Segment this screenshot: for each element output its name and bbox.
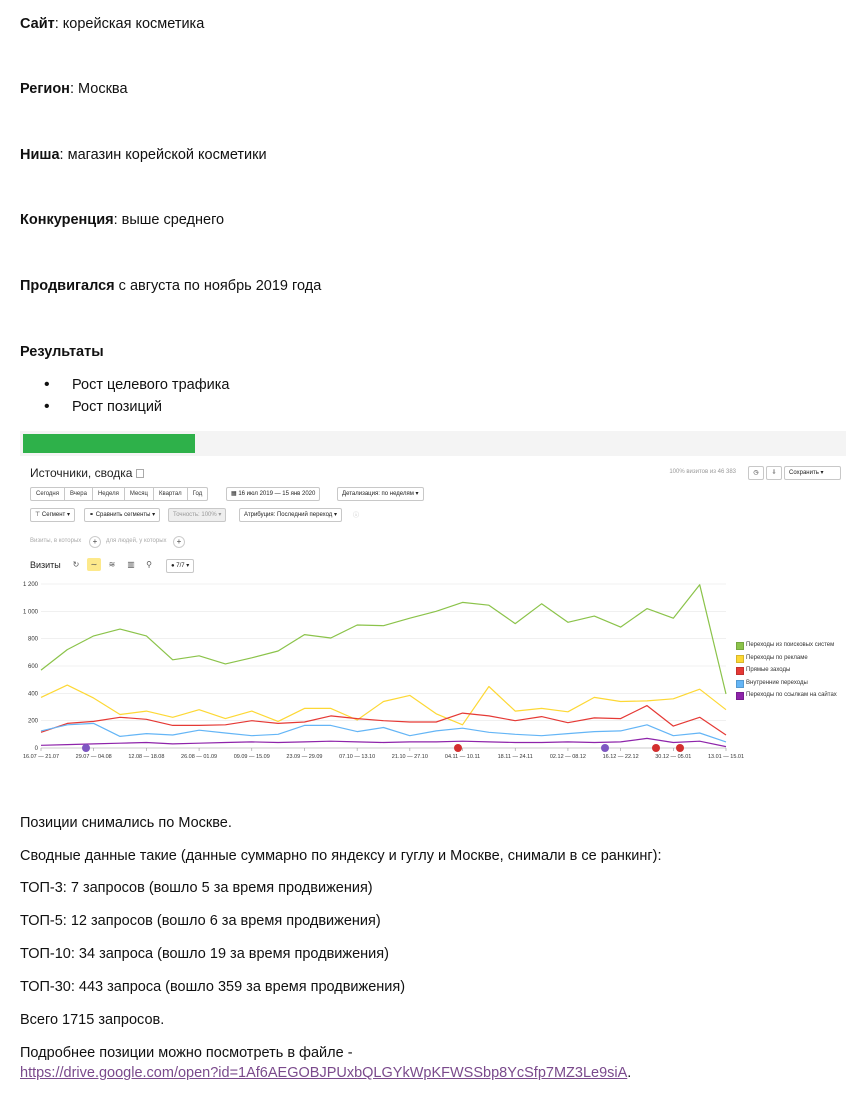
competition-label: Конкуренция — [20, 212, 114, 228]
x-tick-label: 23.09 — 29.09 — [286, 754, 323, 760]
competition-line — [20, 212, 224, 228]
results-label: Результаты — [20, 344, 104, 360]
region-line — [20, 81, 128, 97]
x-tick-label: 12.08 — 18.08 — [128, 754, 165, 760]
line-chart — [20, 431, 846, 767]
y-tick-label: 800 — [27, 636, 38, 643]
legend-item[interactable] — [736, 679, 837, 692]
calendar-icon: ▦ — [231, 491, 237, 497]
y-tick-label: 400 — [27, 691, 38, 698]
info-icon[interactable]: ⓘ — [353, 513, 360, 519]
top30-line: ТОП-30: 443 запроса (вошло 359 за время продвижения) — [20, 979, 406, 995]
clock-icon[interactable]: ◷ — [748, 466, 764, 480]
period-yesterday[interactable]: Вчера — [65, 488, 93, 500]
site-line — [20, 16, 204, 32]
add-visits-filter-button[interactable]: + — [89, 536, 101, 548]
y-tick-label: 200 — [27, 718, 38, 725]
legend-swatch[interactable] — [736, 692, 744, 700]
legend-label: Переходы по рекламе — [746, 654, 808, 661]
results-heading — [20, 344, 104, 360]
annotation-marker — [601, 744, 609, 752]
x-tick-label: 21.10 — 27.10 — [391, 754, 428, 760]
legend-label: Внутренние переходы — [746, 679, 808, 686]
site-value: : корейская косметика — [54, 16, 205, 32]
list-item: • Рост позиций — [44, 398, 229, 420]
series-count: 7/7 — [176, 563, 185, 569]
legend-item[interactable] — [736, 666, 837, 679]
save-button[interactable]: Сохранить ▾ — [784, 466, 841, 480]
download-icon[interactable]: ⇩ — [766, 466, 782, 480]
legend-swatch[interactable] — [736, 680, 744, 688]
refresh-icon[interactable]: ↻ — [72, 560, 80, 569]
attribution-text: Атрибуция: Последний переход — [244, 512, 333, 518]
promoted-label: Продвигался — [20, 278, 115, 294]
link-tail: . — [627, 1065, 632, 1081]
legend-swatch[interactable] — [736, 655, 744, 663]
promoted-value: с августа по ноябрь 2019 года — [114, 278, 322, 294]
series-line — [41, 585, 726, 694]
legend-swatch[interactable] — [736, 642, 744, 650]
metric-label: Визиты — [30, 560, 61, 570]
add-people-filter-button[interactable]: + — [173, 536, 185, 548]
attribution-select[interactable]: Атрибуция: Последний переход ▾ — [239, 508, 342, 522]
x-tick-label: 26.08 — 01.09 — [181, 754, 218, 760]
niche-value: : магазин корейской косметики — [59, 147, 267, 163]
metrika-screenshot — [20, 431, 846, 767]
list-item: • Рост целевого трафика — [44, 376, 229, 398]
region-label: Регион — [20, 81, 70, 97]
niche-label: Ниша — [20, 147, 60, 163]
pin-icon[interactable]: ⚲ — [146, 560, 152, 569]
segment-button[interactable]: ⊤ Сегмент ▾ — [30, 508, 75, 522]
more-text: Подробнее позиции можно посмотреть в файле - — [20, 1045, 353, 1061]
drive-link[interactable]: https://drive.google.com/open?id=1Af6AEGOBJPUxbQLGYkWpKFWSSbp8YcSfp7MZ3Le9siA — [20, 1065, 628, 1081]
line-chart-icon[interactable]: ∼ — [87, 558, 101, 571]
compare-segments-button[interactable]: ⚭ Сравнить сегменты ▾ — [84, 508, 160, 522]
x-tick-label: 30.12 — 05.01 — [655, 754, 692, 760]
region-value: : Москва — [69, 81, 128, 97]
detail-text: Детализация: по неделям — [342, 491, 414, 497]
annotation-marker — [652, 744, 660, 752]
link-line — [20, 1065, 631, 1081]
annotation-marker — [454, 744, 462, 752]
series-line — [41, 723, 726, 742]
legend-label: Переходы из поисковых систем — [746, 642, 835, 648]
top3-line: ТОП-3: 7 запросов (вошло 5 за время продвижения) — [20, 880, 373, 896]
legend-swatch[interactable] — [736, 667, 744, 675]
y-tick-label: 1 000 — [22, 609, 38, 616]
visits-info: 100% визитов из 46 383 — [669, 469, 736, 475]
visits-filter-label: Визиты, в которых — [30, 538, 82, 544]
series-select[interactable]: ● 7/7 ▾ — [166, 559, 194, 573]
detail-select[interactable]: Детализация: по неделям ▾ — [337, 487, 424, 501]
y-tick-label: 1 200 — [22, 582, 38, 588]
x-tick-label: 29.07 — 04.08 — [75, 754, 112, 760]
series-line — [41, 738, 726, 746]
period-today[interactable]: Сегодня — [31, 488, 65, 500]
circle-icon: ● — [171, 563, 175, 569]
annotation-marker — [82, 744, 90, 752]
bar-chart-icon[interactable]: ▥ — [127, 560, 135, 569]
accuracy-select[interactable]: Точность: 100% ▾ — [168, 508, 226, 522]
segment-text: Сегмент — [41, 512, 66, 518]
summary-note: Сводные данные такие (данные суммарно по яндексу и гуглу и Москве, снимали в се ранкинг): — [20, 848, 662, 864]
site-label: Сайт — [20, 16, 55, 32]
save-label: Сохранить — [789, 470, 819, 476]
legend-item[interactable] — [736, 654, 837, 667]
people-filter-label: для людей, у которых — [106, 538, 167, 544]
filter-icon: ⊤ — [35, 512, 41, 518]
x-tick-label: 16.12 — 22.12 — [602, 754, 639, 760]
period-month[interactable]: Месяц — [125, 488, 154, 500]
niche-line — [20, 147, 267, 163]
accuracy-text: Точность: 100% — [173, 512, 217, 518]
y-tick-label: 600 — [27, 664, 38, 670]
top5-line: ТОП-5: 12 запросов (вошло 6 за время продвижения) — [20, 913, 381, 929]
period-quarter[interactable]: Квартал — [154, 488, 188, 500]
compare-icon: ⚭ — [89, 512, 95, 518]
legend-item[interactable] — [736, 691, 837, 704]
compare-text: Сравнить сегменты — [95, 512, 151, 518]
legend-label: Прямые заходы — [746, 667, 791, 673]
chart-legend — [736, 641, 837, 704]
competition-value: : выше среднего — [113, 212, 225, 228]
x-tick-label: 02.12 — 08.12 — [549, 754, 586, 760]
x-tick-label: 13.01 — 15.01 — [707, 754, 745, 760]
period-week[interactable]: Неделя — [93, 488, 125, 500]
top10-line: ТОП-10: 34 запроса (вошло 19 за время продвижения) — [20, 946, 389, 962]
period-year[interactable]: Год — [192, 491, 203, 497]
x-tick-label: 16.07 — 21.07 — [22, 754, 60, 760]
legend-label: Переходы по ссылкам на сайтах — [746, 692, 837, 698]
y-tick-label: 0 — [34, 746, 38, 752]
annotation-marker — [676, 744, 684, 752]
date-range-text: 16 июл 2019 — 15 янв 2020 — [238, 491, 316, 497]
x-tick-label: 04.11 — 10.11 — [444, 754, 481, 760]
x-tick-label: 18.11 — 24.11 — [497, 754, 533, 760]
report-title-text: Источники, сводка — [30, 466, 133, 480]
x-tick-label: 09.09 — 15.09 — [233, 754, 270, 760]
legend-item[interactable] — [736, 641, 837, 654]
results-list — [44, 376, 229, 420]
area-chart-icon[interactable]: ≋ — [108, 560, 116, 569]
promoted-line — [20, 278, 321, 294]
x-tick-label: 07.10 — 13.10 — [339, 754, 376, 760]
positions-note: Позиции снимались по Москве. — [20, 815, 232, 831]
total-line: Всего 1715 запросов. — [20, 1012, 165, 1028]
